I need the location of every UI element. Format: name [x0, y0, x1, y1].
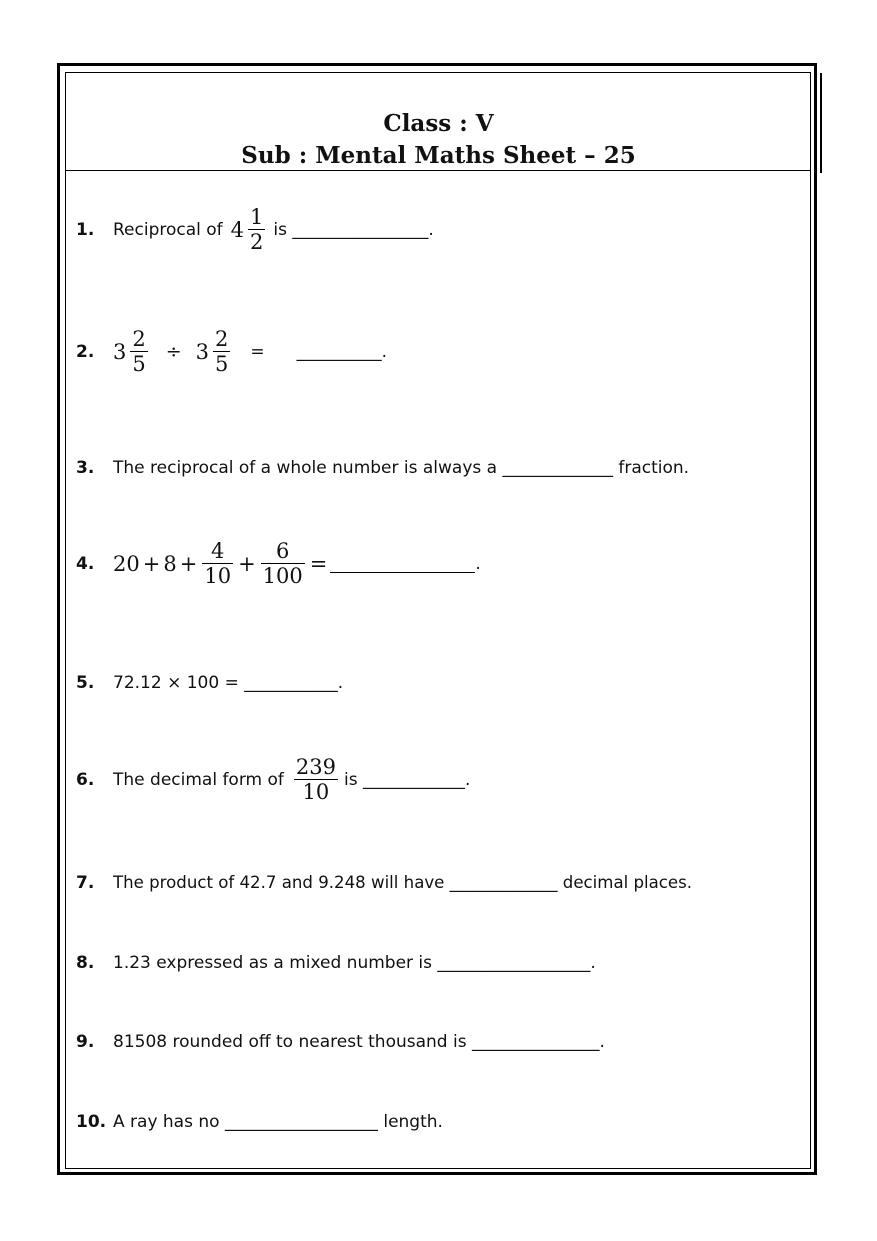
denominator: 5	[215, 352, 229, 376]
question-number: 10.	[76, 1112, 107, 1132]
numerator: 1	[250, 205, 264, 229]
numerator: 4	[211, 539, 225, 563]
fraction	[202, 539, 233, 588]
plus-sign: +	[238, 551, 256, 576]
question-text: The product of 42.7 and 9.248 will have _____________ decimal places.	[113, 873, 693, 892]
header-divider	[66, 170, 810, 171]
equals-sign: =	[250, 341, 265, 362]
answer-blank-text: is ____________.	[343, 769, 471, 790]
term: 20	[113, 551, 140, 576]
plus-sign: +	[142, 551, 161, 576]
question-number: 3.	[76, 458, 95, 478]
denominator: 5	[132, 352, 146, 376]
answer-blank-text: is ________________.	[273, 219, 434, 240]
question-number: 7.	[76, 873, 95, 893]
question-number: 2.	[76, 341, 95, 362]
whole-part: 4	[230, 217, 245, 242]
question-text: The reciprocal of a whole number is always a _____________ fraction.	[113, 458, 690, 478]
question-text: 1.23 expressed as a mixed number is __________________.	[113, 953, 596, 973]
numerator: 2	[215, 327, 229, 351]
question-text: The decimal form of	[113, 769, 284, 790]
expression	[113, 539, 330, 588]
numerator: 2	[132, 327, 146, 351]
fraction	[130, 327, 147, 376]
question-8	[76, 952, 596, 974]
term: 8	[163, 551, 177, 576]
fraction	[213, 327, 230, 376]
question-number: 9.	[76, 1032, 95, 1052]
fraction	[294, 755, 338, 804]
period: .	[475, 553, 481, 574]
whole-part: 3	[195, 339, 210, 364]
question-5	[76, 672, 343, 694]
question-number: 4.	[76, 553, 95, 574]
question-3	[76, 457, 689, 479]
denominator: 100	[262, 564, 303, 588]
question-text: A ray has no __________________ length.	[113, 1112, 443, 1132]
divide-sign: ÷	[165, 340, 182, 363]
question-7	[76, 872, 692, 894]
question-6	[76, 755, 470, 804]
question-10	[76, 1111, 443, 1133]
question-1	[76, 205, 434, 254]
fraction-expression	[292, 755, 340, 804]
fraction	[248, 205, 265, 254]
fraction	[261, 539, 305, 588]
question-text: 72.12 × 100 = ___________.	[113, 673, 344, 693]
denominator: 10	[204, 564, 232, 588]
class-heading: Class : V	[383, 110, 494, 137]
expression	[113, 327, 297, 376]
question-text: 81508 rounded off to nearest thousand is _______________.	[113, 1032, 605, 1052]
question-9	[76, 1031, 605, 1053]
numerator: 239	[295, 755, 336, 779]
plus-sign: +	[179, 551, 198, 576]
subject-heading: Sub : Mental Maths Sheet – 25	[241, 142, 636, 169]
question-2	[76, 327, 387, 376]
answer-blank-text: __________.	[296, 341, 388, 362]
whole-part: 3	[113, 339, 127, 364]
answer-blank-line	[330, 554, 475, 573]
denominator: 2	[250, 230, 264, 254]
question-number: 1.	[76, 219, 95, 240]
question-number: 5.	[76, 673, 95, 693]
equals-sign: =	[309, 551, 328, 576]
question-number: 8.	[76, 953, 95, 973]
mixed-fraction	[231, 205, 268, 254]
denominator: 10	[302, 780, 330, 804]
question-number: 6.	[76, 769, 95, 790]
question-4	[76, 539, 481, 588]
question-text: Reciprocal of	[113, 219, 223, 240]
numerator: 6	[276, 539, 290, 563]
